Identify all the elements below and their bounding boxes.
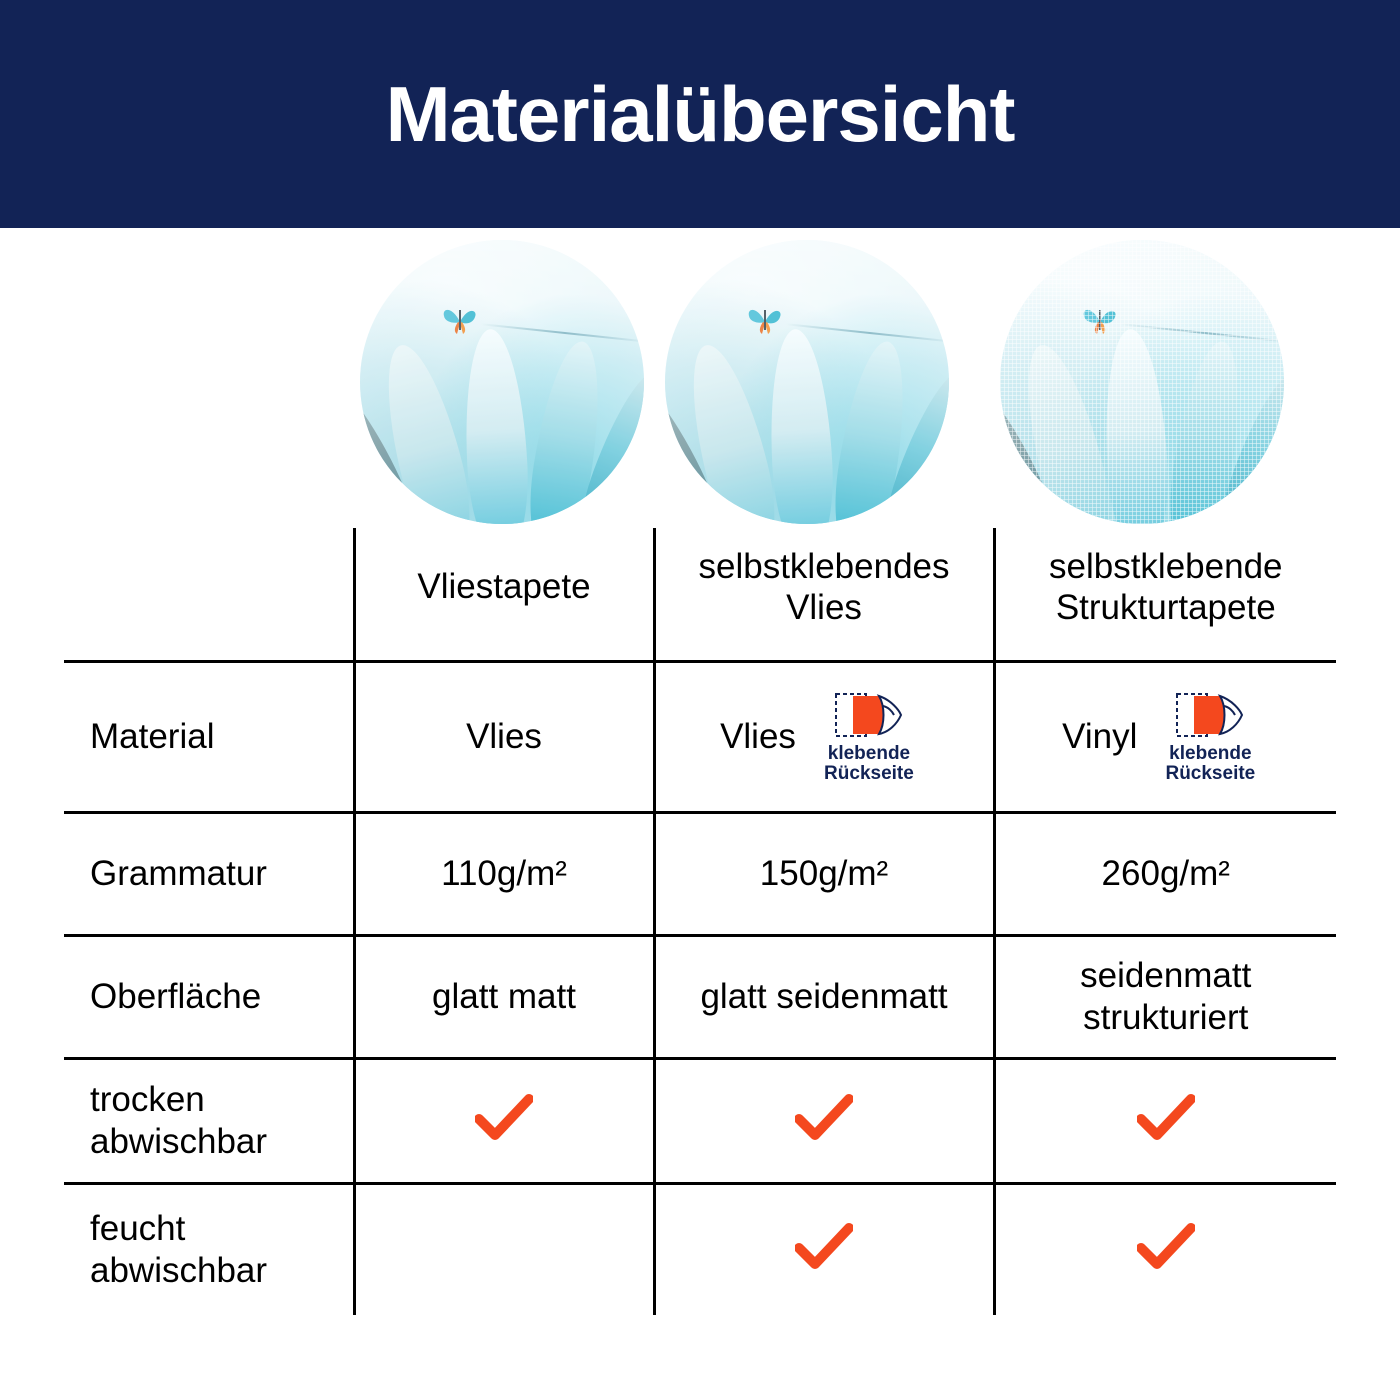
cell-material-selbstklebendes-vlies xyxy=(654,662,994,813)
checkmark-icon xyxy=(1137,1223,1195,1269)
badge-line-1: klebende xyxy=(827,743,911,765)
badge-line-2: Rückseite xyxy=(1165,763,1256,784)
cell-feucht-selbstklebendes-vlies xyxy=(654,1184,994,1316)
sample-selbstklebendes-vlies-image xyxy=(665,240,949,524)
row-label-material: Material xyxy=(64,662,354,813)
cell-text: Vlies xyxy=(466,717,542,756)
header-cell-selbstklebende-strukturtapete: selbstklebende Strukturtapete xyxy=(994,528,1336,662)
cell-material-vliestapete xyxy=(354,662,654,813)
row-label-feucht-abwischbar: feucht abwischbar xyxy=(64,1184,354,1316)
table-row xyxy=(64,662,1336,813)
table-row xyxy=(64,1059,1336,1184)
cell-oberflaeche-selbstklebendes-vlies: glatt seidenmatt xyxy=(654,936,994,1059)
table-row xyxy=(64,936,1336,1059)
cell-grammatur-selbstklebendes-vlies: 150g/m² xyxy=(654,813,994,936)
header-cell-selbstklebendes-vlies: selbstklebendes Vlies xyxy=(654,528,994,662)
cell-material-selbstklebende-strukturtapete xyxy=(994,662,1336,813)
sample-vliestapete-image xyxy=(360,240,644,524)
cell-text: Vlies xyxy=(720,717,796,756)
cell-grammatur-vliestapete: 110g/m² xyxy=(354,813,654,936)
checkmark-icon xyxy=(475,1094,533,1140)
material-sample-row xyxy=(0,228,1400,528)
header-cell-vliestapete: Vliestapete xyxy=(354,528,654,662)
peel-backing-icon xyxy=(833,690,905,740)
adhesive-backing-badge xyxy=(1151,690,1269,784)
cell-trocken-selbstklebende-strukturtapete xyxy=(994,1059,1336,1184)
checkmark-icon xyxy=(795,1094,853,1140)
badge-line-1: klebende xyxy=(1169,743,1252,765)
cell-oberflaeche-selbstklebende-strukturtapete: seidenmatt strukturiert xyxy=(994,936,1336,1059)
sample-selbstklebende-strukturtapete-image xyxy=(1000,240,1284,524)
header-cell-blank xyxy=(64,528,354,662)
adhesive-backing-badge xyxy=(810,690,928,784)
page-header xyxy=(0,0,1400,228)
row-label-trocken-abwischbar: trocken abwischbar xyxy=(64,1059,354,1184)
row-label-oberflaeche: Oberfläche xyxy=(64,936,354,1059)
cell-grammatur-selbstklebende-strukturtapete: 260g/m² xyxy=(994,813,1336,936)
cell-oberflaeche-vliestapete: glatt matt xyxy=(354,936,654,1059)
badge-line-2: Rückseite xyxy=(824,763,914,784)
cell-text: Vinyl xyxy=(1062,717,1138,756)
cell-feucht-selbstklebende-strukturtapete xyxy=(994,1184,1336,1316)
cell-feucht-vliestapete xyxy=(354,1184,654,1316)
material-comparison-table xyxy=(64,528,1336,1315)
row-label-grammatur: Grammatur xyxy=(64,813,354,936)
page-title: Materialübersicht xyxy=(385,70,1015,158)
table-row xyxy=(64,813,1336,936)
peel-backing-icon xyxy=(1174,690,1246,740)
checkmark-icon xyxy=(1137,1094,1195,1140)
table-row xyxy=(64,1184,1336,1316)
table-header-row xyxy=(64,528,1336,662)
cell-trocken-selbstklebendes-vlies xyxy=(654,1059,994,1184)
checkmark-icon xyxy=(795,1223,853,1269)
cell-trocken-vliestapete xyxy=(354,1059,654,1184)
